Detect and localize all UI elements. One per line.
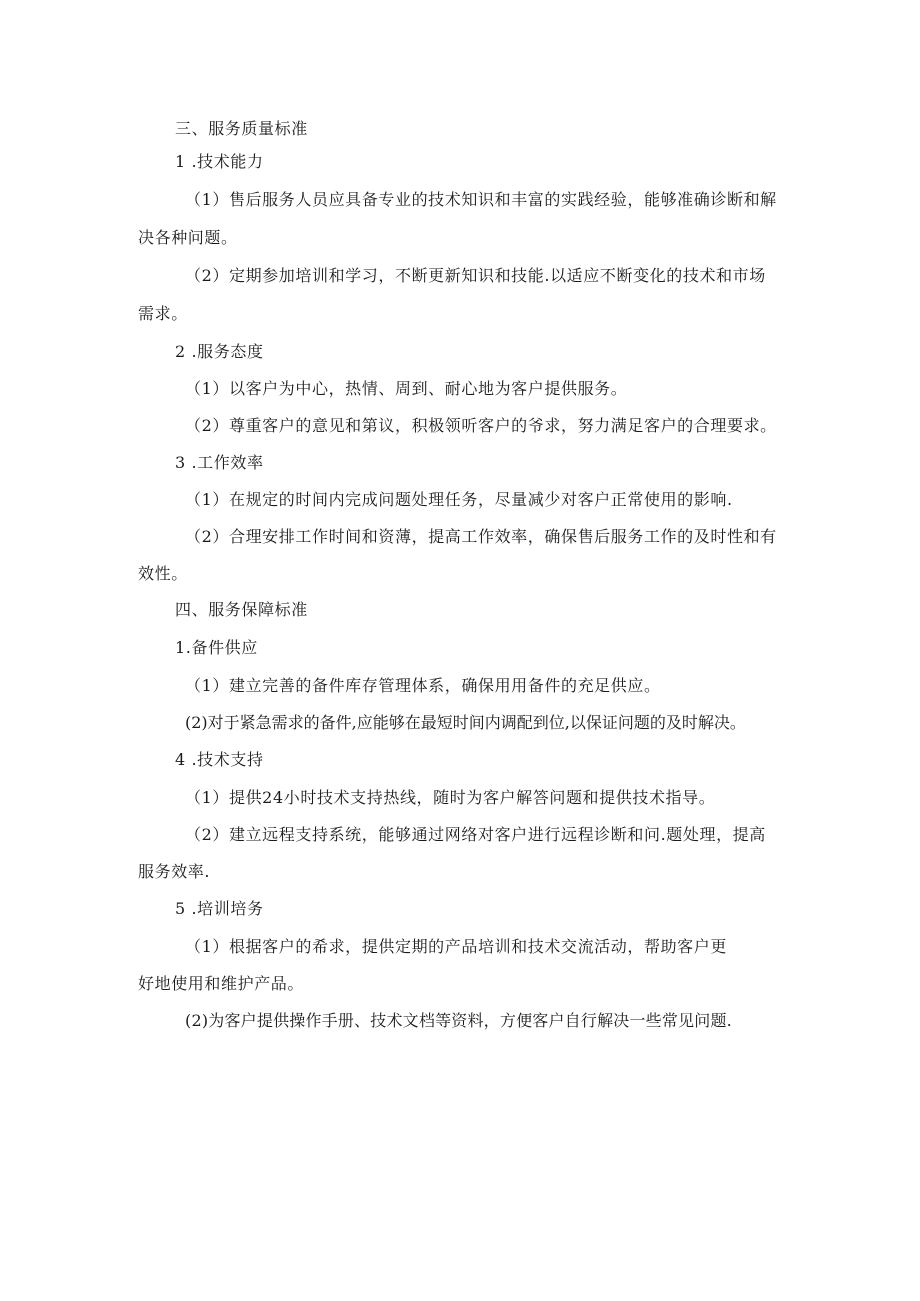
- item-title: 2 .服务态度: [175, 342, 264, 361]
- paragraph-line: 服务效率.: [138, 862, 211, 881]
- paragraph-line: （1）以客户为中心，热情、周到、耐心地为客户提供服务。: [185, 379, 628, 398]
- item-title: 5 .培训培务: [175, 899, 264, 918]
- paragraph-line: 效性。: [138, 564, 188, 583]
- paragraph-line: （2）尊重客户的意见和第议，积极领听客户的爷求，努力满足客户的合理要求。: [185, 416, 777, 435]
- item-title: 1.备件供应: [175, 638, 258, 657]
- item-title: 1 .技术能力: [175, 152, 264, 171]
- paragraph-line: （2）定期参加培训和学习，不断更新知识和技能.以适应不断变化的技术和市场: [185, 266, 766, 285]
- paragraph-line: （1）在规定的时间内完成问题处理任务，尽量减少对客户正常使用的影响.: [185, 490, 733, 509]
- item-title: 3 .工作效率: [175, 453, 264, 472]
- paragraph-line: 需求。: [138, 304, 188, 323]
- paragraph-line: （1）根据客户的希求，提供定期的产品培训和技术交流活动，帮助客户更: [185, 937, 727, 956]
- paragraph-line: （2）合理安排工作时间和资薄，提高工作效率，确保售后服务工作的及时性和有: [185, 527, 777, 546]
- paragraph-line: （1）建立完善的备件库存管理体系，确保用用备件的充足供应。: [185, 676, 661, 695]
- paragraph-line: （1）售后服务人员应具备专业的技术知识和丰富的实践经验，能够准确诊断和解: [185, 190, 777, 209]
- paragraph-line: (2)为客户提供操作手册、技术文档等资料，方便客户自行解决一些常见问题.: [185, 1011, 732, 1030]
- section-heading: 四、服务保障标准: [175, 600, 308, 619]
- item-title: 4 .技术支持: [175, 750, 264, 769]
- paragraph-line: （2）建立远程支持系统，能够通过网络对客户进行远程诊断和问.题处理，提高: [185, 825, 766, 844]
- paragraph-line: 决各种问题。: [138, 228, 238, 247]
- paragraph-line: (2)对于紧急需求的备件,应能够在最短时间内调配到位,以保证问题的及时解决。: [185, 713, 746, 732]
- section-heading: 三、服务质量标准: [175, 119, 308, 138]
- paragraph-line: 好地使用和维护产品。: [138, 974, 305, 993]
- paragraph-line: （1）提供24小时技术支持热线，随时为客户解答问题和提供技术指导。: [185, 788, 716, 807]
